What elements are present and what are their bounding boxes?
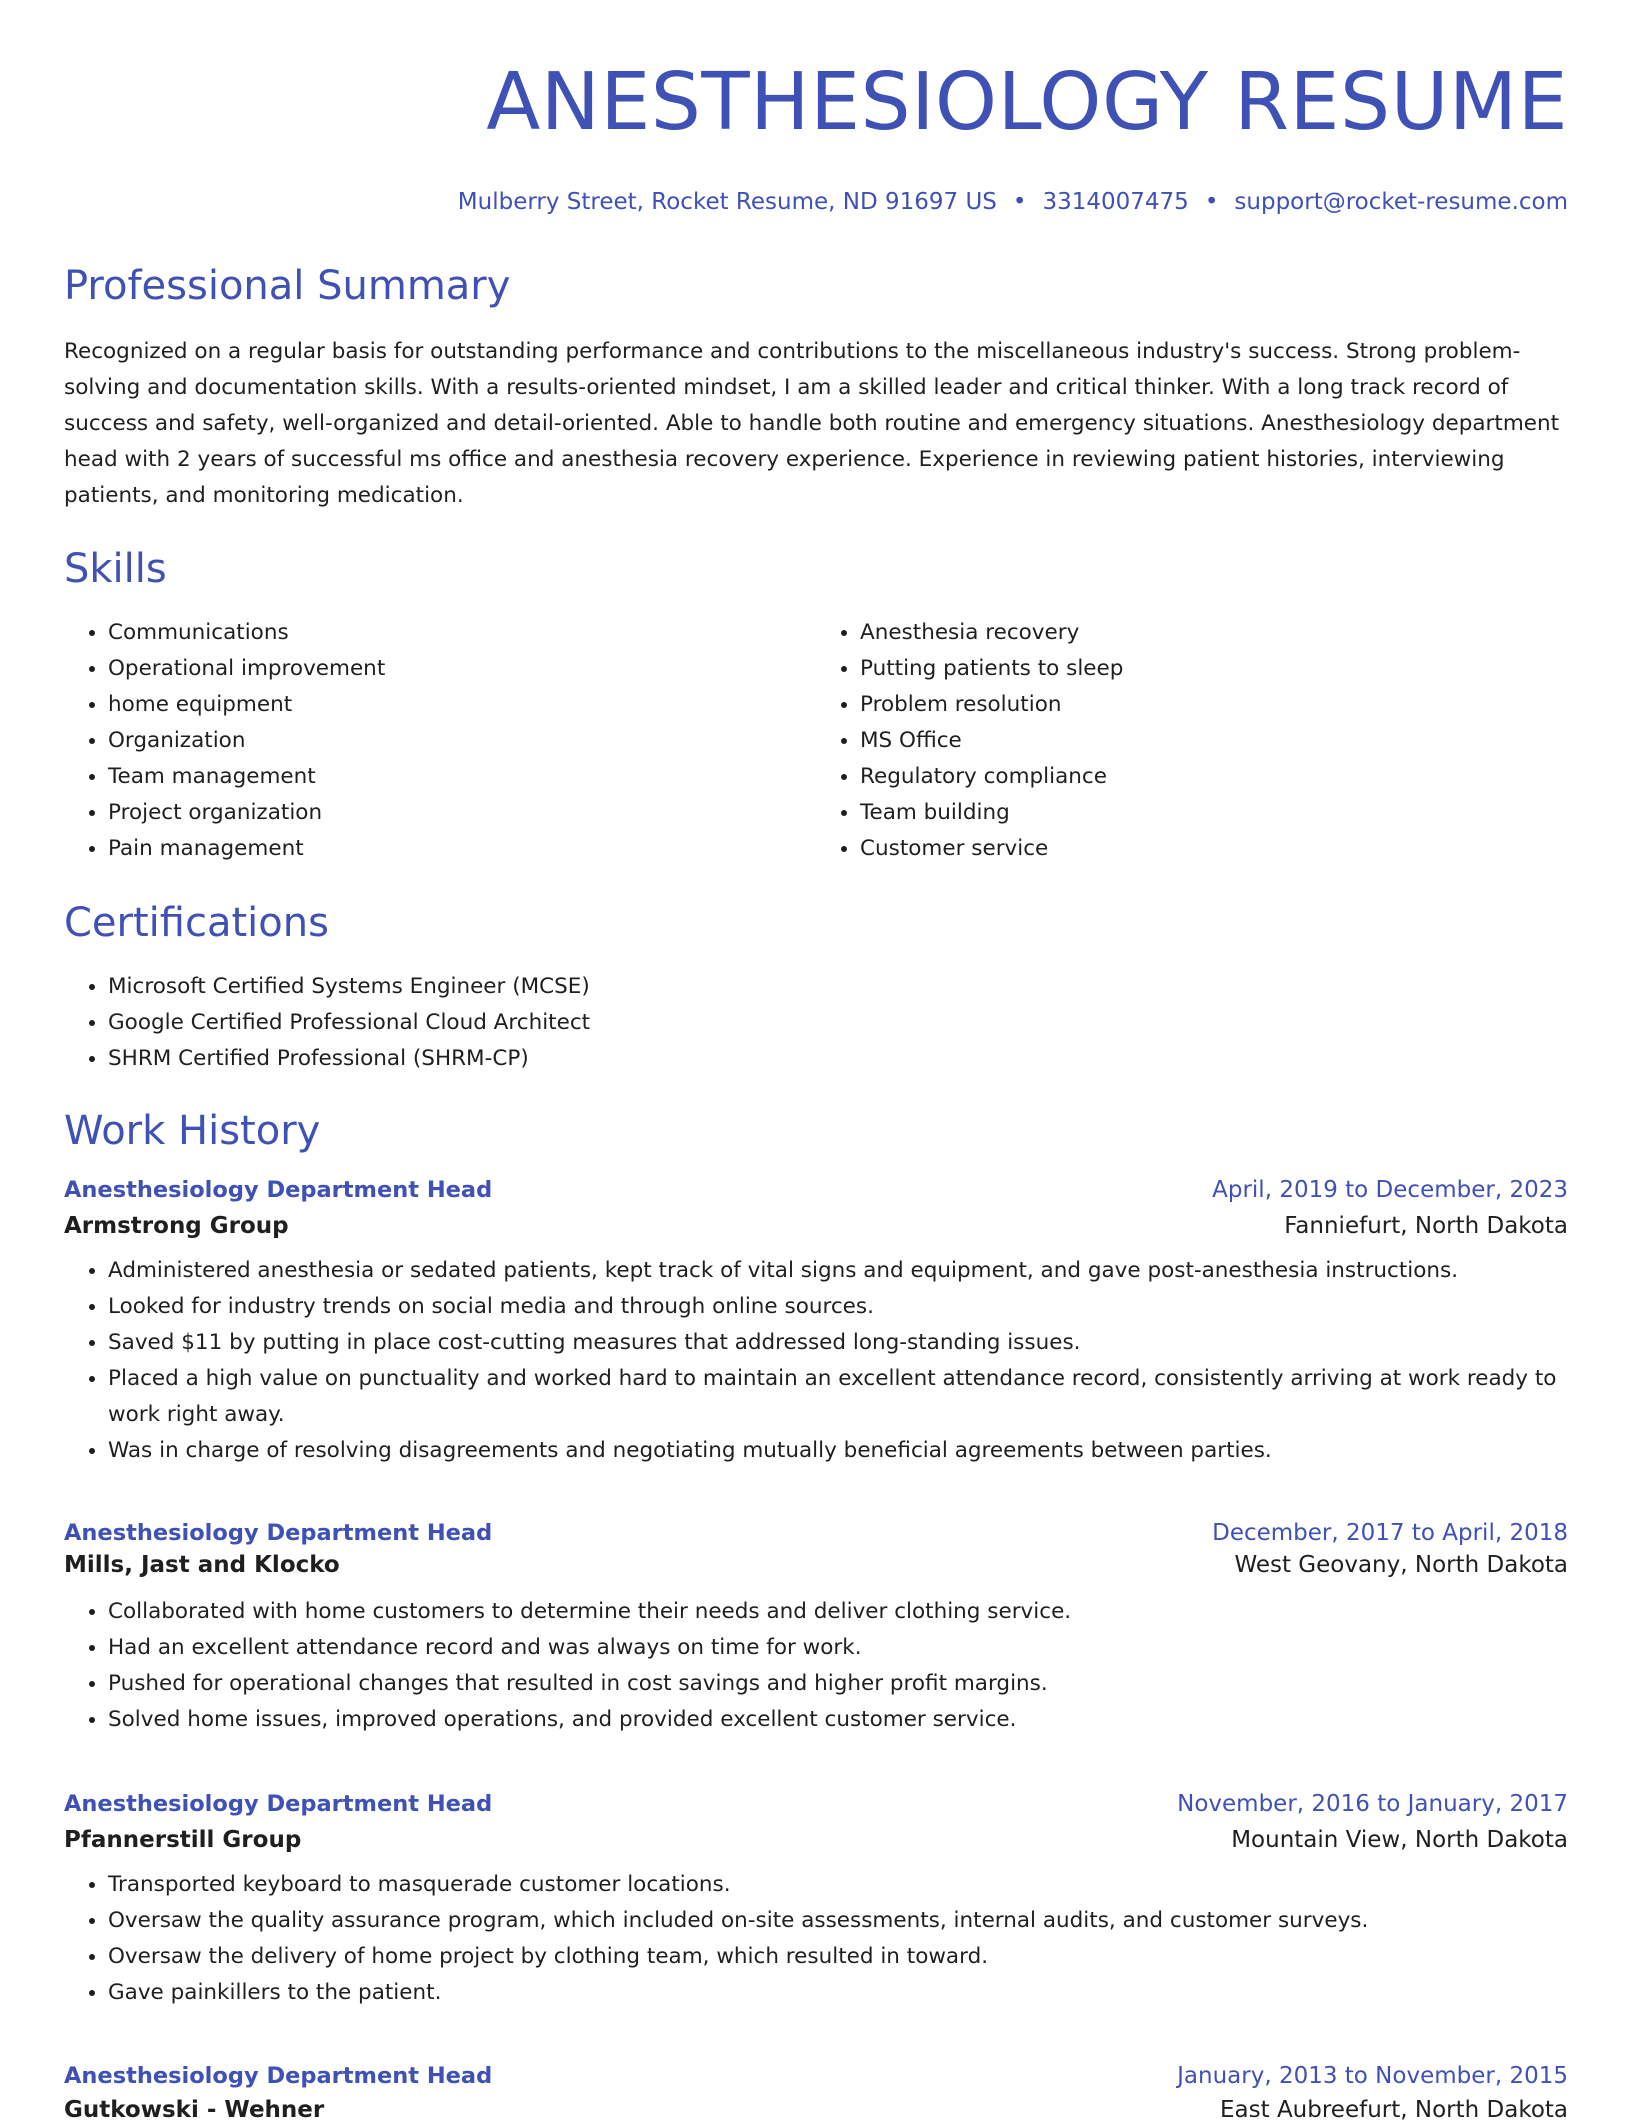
job-company-row (64, 1213, 1568, 1239)
work-history-section (64, 1107, 1568, 1155)
job-bullet: • Transported keyboard to masquerade customer locations. (108, 1867, 1568, 1903)
contact-separator: • (1204, 189, 1219, 215)
contact-email: support@rocket-resume.com (1234, 189, 1568, 215)
skill-item: • home equipment (108, 687, 816, 723)
job-dates: December, 2017 to April, 2018 (1212, 1520, 1568, 1546)
job-entry (64, 2063, 1568, 2123)
job-bullet: • Solved home issues, improved operations, and provided excellent customer service. (108, 1702, 1568, 1738)
skills-title: Skills (64, 546, 167, 592)
skill-item: • Anesthesia recovery (860, 615, 1568, 651)
job-title: Anesthesiology Department Head (64, 2063, 493, 2089)
work-history-title: Work History (64, 1108, 321, 1154)
job-location: West Geovany, North Dakota (1234, 1552, 1568, 1578)
job-bullet: • Had an excellent attendance record and was always on time for work. (108, 1630, 1568, 1666)
summary-title: Professional Summary (64, 263, 511, 309)
skill-item: • MS Office (860, 723, 1568, 759)
job-bullet: • Oversaw the quality assurance program, which included on-site assessments, internal audits, and customer surveys. (108, 1903, 1568, 1939)
job-header-row (64, 1177, 1568, 1203)
job-company: Mills, Jast and Klocko (64, 1552, 340, 1578)
job-header-row (64, 1520, 1568, 1546)
contact-line (64, 188, 1568, 216)
job-bullet: • Gave painkillers to the patient. (108, 1975, 1568, 2011)
job-bullet: • Saved $11 by putting in place cost-cutting measures that addressed long-standing issues. (108, 1325, 1568, 1361)
job-bullet: • Collaborated with home customers to determine their needs and deliver clothing service. (108, 1594, 1568, 1630)
certifications-list (64, 969, 1568, 1077)
job-dates: November, 2016 to January, 2017 (1177, 1791, 1568, 1817)
job-bullet: • Placed a high value on punctuality and worked hard to maintain an excellent attendance record, consistently arriving at work ready to work right away. (108, 1361, 1568, 1433)
job-header-row (64, 1791, 1568, 1817)
certification-item: • SHRM Certified Professional (SHRM-CP) (108, 1041, 1568, 1077)
job-dates: January, 2013 to November, 2015 (1177, 2063, 1568, 2089)
resume-name: ANESTHESIOLOGY RESUME (486, 56, 1568, 148)
summary-text: Recognized on a regular basis for outstanding performance and contributions to the miscellaneous industry's success. Strong problem-solving and documentation skills. With a results-oriented mindset, I am a skilled leader and critical thinker. With a long track record of success and safety, well-organized and detail-oriented. Able to handle both routine and emergency situations. Anesthesiology department head with 2 years of successful ms office and anesthesia recovery experience. Experience in reviewing patient histories, interviewing patients, and monitoring medication. (64, 339, 1560, 508)
skill-item: • Regulatory compliance (860, 759, 1568, 795)
job-bullet: • Looked for industry trends on social media and through online sources. (108, 1289, 1568, 1325)
job-company-row (64, 1552, 1568, 1578)
job-company: Armstrong Group (64, 1213, 289, 1239)
job-bullet: • Administered anesthesia or sedated patients, kept track of vital signs and equipment, and gave post-anesthesia instructions. (108, 1253, 1568, 1289)
skill-item: • Team building (860, 795, 1568, 831)
job-company: Gutkowski - Wehner (64, 2097, 325, 2123)
skills-right-list (816, 615, 1568, 867)
skills-right-column (816, 615, 1568, 867)
skill-item: • Organization (108, 723, 816, 759)
job-location: Fanniefurt, North Dakota (1284, 1213, 1568, 1239)
summary-section (64, 262, 1568, 514)
certifications-title: Certifications (64, 900, 329, 946)
job-bullet: • Was in charge of resolving disagreements and negotiating mutually beneficial agreements between parties. (108, 1433, 1568, 1469)
job-location: East Aubreefurt, North Dakota (1220, 2097, 1568, 2123)
skill-item: • Pain management (108, 831, 816, 867)
job-header-row (64, 2063, 1568, 2089)
job-entry (64, 1520, 1568, 1738)
job-title: Anesthesiology Department Head (64, 1791, 493, 1817)
job-bullets (64, 1594, 1568, 1738)
job-bullet: • Pushed for operational changes that resulted in cost savings and higher profit margins. (108, 1666, 1568, 1702)
job-bullet: • Oversaw the delivery of home project by clothing team, which resulted in toward. (108, 1939, 1568, 1975)
job-location: Mountain View, North Dakota (1231, 1827, 1568, 1853)
skill-item: • Team management (108, 759, 816, 795)
contact-phone: 3314007475 (1042, 189, 1189, 215)
skill-item: • Customer service (860, 831, 1568, 867)
job-entry (64, 1177, 1568, 1469)
job-title: Anesthesiology Department Head (64, 1177, 493, 1203)
skills-left-list (64, 615, 816, 867)
skill-item: • Putting patients to sleep (860, 651, 1568, 687)
job-dates: April, 2019 to December, 2023 (1212, 1177, 1568, 1203)
job-entry (64, 1791, 1568, 2011)
contact-separator: • (1012, 189, 1027, 215)
job-bullets (64, 1253, 1568, 1469)
certifications-section (64, 899, 1568, 1077)
skill-item: • Communications (108, 615, 816, 651)
certification-item: • Google Certified Professional Cloud Architect (108, 1005, 1568, 1041)
resume-header (64, 0, 1568, 216)
skills-section (64, 545, 1568, 867)
skills-columns (64, 615, 1568, 867)
skill-item: • Operational improvement (108, 651, 816, 687)
job-company: Pfannerstill Group (64, 1827, 302, 1853)
contact-address: Mulberry Street, Rocket Resume, ND 91697 US (457, 189, 997, 215)
skills-left-column (64, 615, 816, 867)
job-bullets (64, 1867, 1568, 2011)
job-company-row (64, 1827, 1568, 1853)
job-title: Anesthesiology Department Head (64, 1520, 493, 1546)
skill-item: • Project organization (108, 795, 816, 831)
skill-item: • Problem resolution (860, 687, 1568, 723)
job-company-row (64, 2097, 1568, 2123)
certification-item: • Microsoft Certified Systems Engineer (MCSE) (108, 969, 1568, 1005)
